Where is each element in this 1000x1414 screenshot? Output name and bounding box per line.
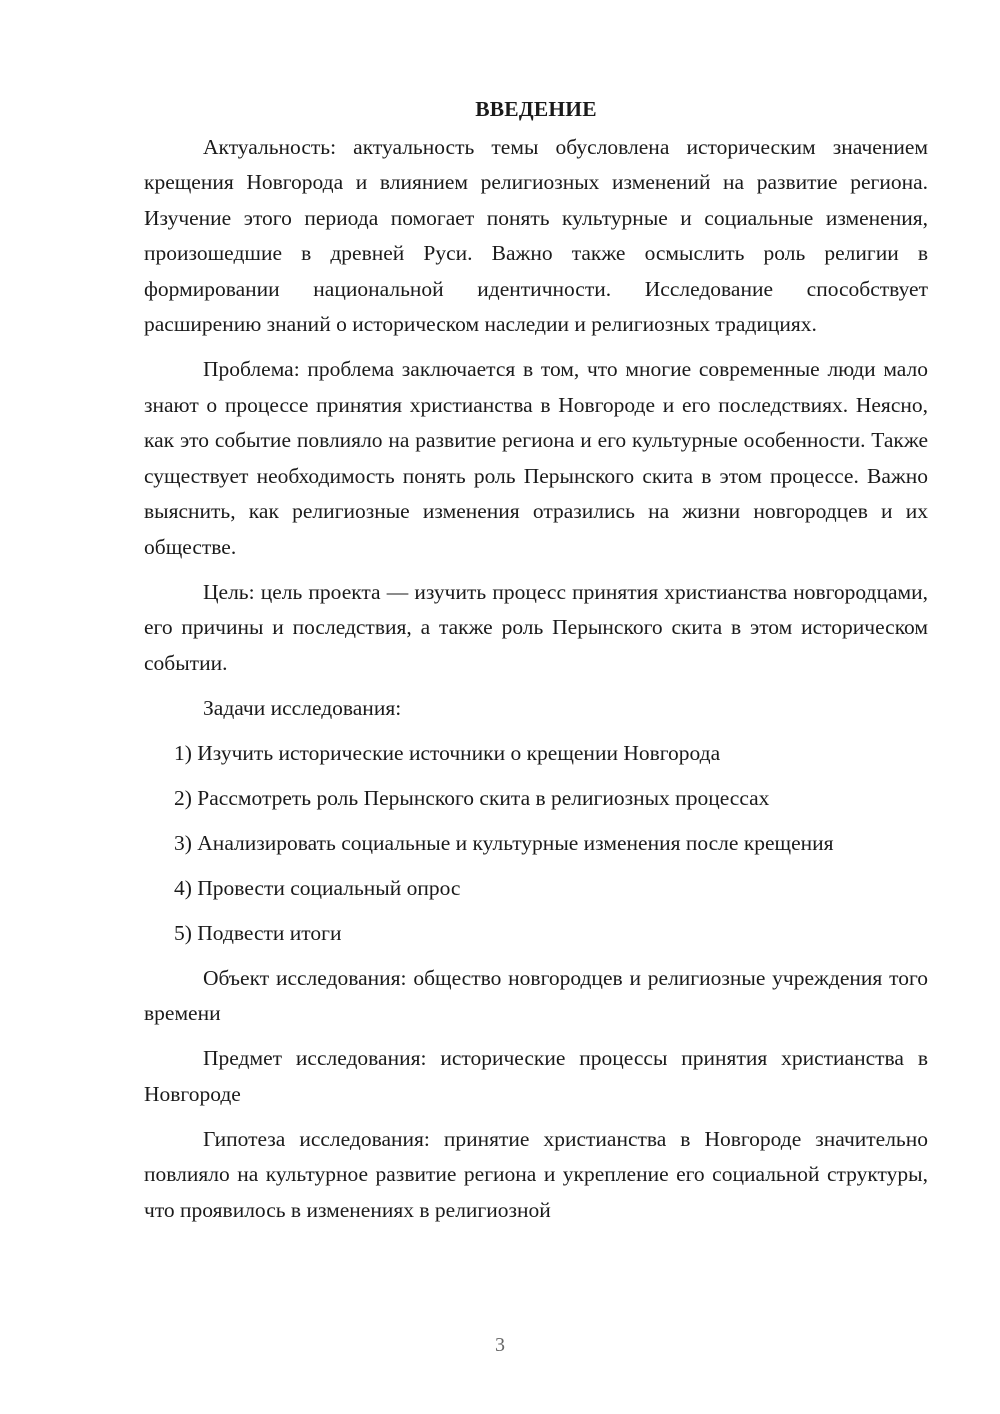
- hypothesis-paragraph: Гипотеза исследования: принятие христианства в Новгороде значительно повлияло на культурное развитие региона и укрепление его социальной структуры, что проявилось в изменениях в религиозной: [144, 1126, 928, 1222]
- section-title: ВВЕДЕНИЕ: [475, 97, 597, 121]
- tasks-heading: Задачи исследования:: [203, 695, 402, 720]
- task-item: 1) Изучить исторические источники о крещении Новгорода: [174, 740, 721, 765]
- object-paragraph: Объект исследования: общество новгородцев и религиозные учреждения того времени: [144, 965, 928, 1025]
- task-item: 5) Подвести итоги: [174, 920, 342, 945]
- relevance-paragraph: Актуальность: актуальность темы обусловлена историческим значением крещения Новгорода и влиянием религиозных изменений на развитие региона. Изучение этого периода помогает понять культурные и социальные изменения, произошедшие в древней Руси. Важно также осмыслить роль религии в формировании национальной идентичности. Исследование способствует расширению знаний о историческом наследии и религиозных традициях.: [144, 134, 928, 336]
- task-item: 3) Анализировать социальные и культурные изменения после крещения: [174, 830, 834, 855]
- document-page: [144, 92, 928, 1238]
- page-number: 3: [495, 1334, 505, 1356]
- goal-paragraph: Цель: цель проекта — изучить процесс принятия христианства новгородцами, его причины и последствия, а также роль Перынского скита в этом историческом событии.: [144, 579, 928, 675]
- task-item: 2) Рассмотреть роль Перынского скита в религиозных процессах: [174, 785, 770, 810]
- task-item: 4) Провести социальный опрос: [174, 875, 461, 900]
- subject-paragraph: Предмет исследования: исторические процессы принятия христианства в Новгороде: [144, 1046, 928, 1106]
- problem-paragraph: Проблема: проблема заключается в том, что многие современные люди мало знают о процессе принятия христианства в Новгороде и его последствиях. Неясно, как это событие повлияло на развитие региона и его культурные особенности. Также существует необходимость понять роль Перынского скита в этом процессе. Важно выяснить, как религиозные изменения отразились на жизни новгородцев и их обществе.: [144, 357, 928, 559]
